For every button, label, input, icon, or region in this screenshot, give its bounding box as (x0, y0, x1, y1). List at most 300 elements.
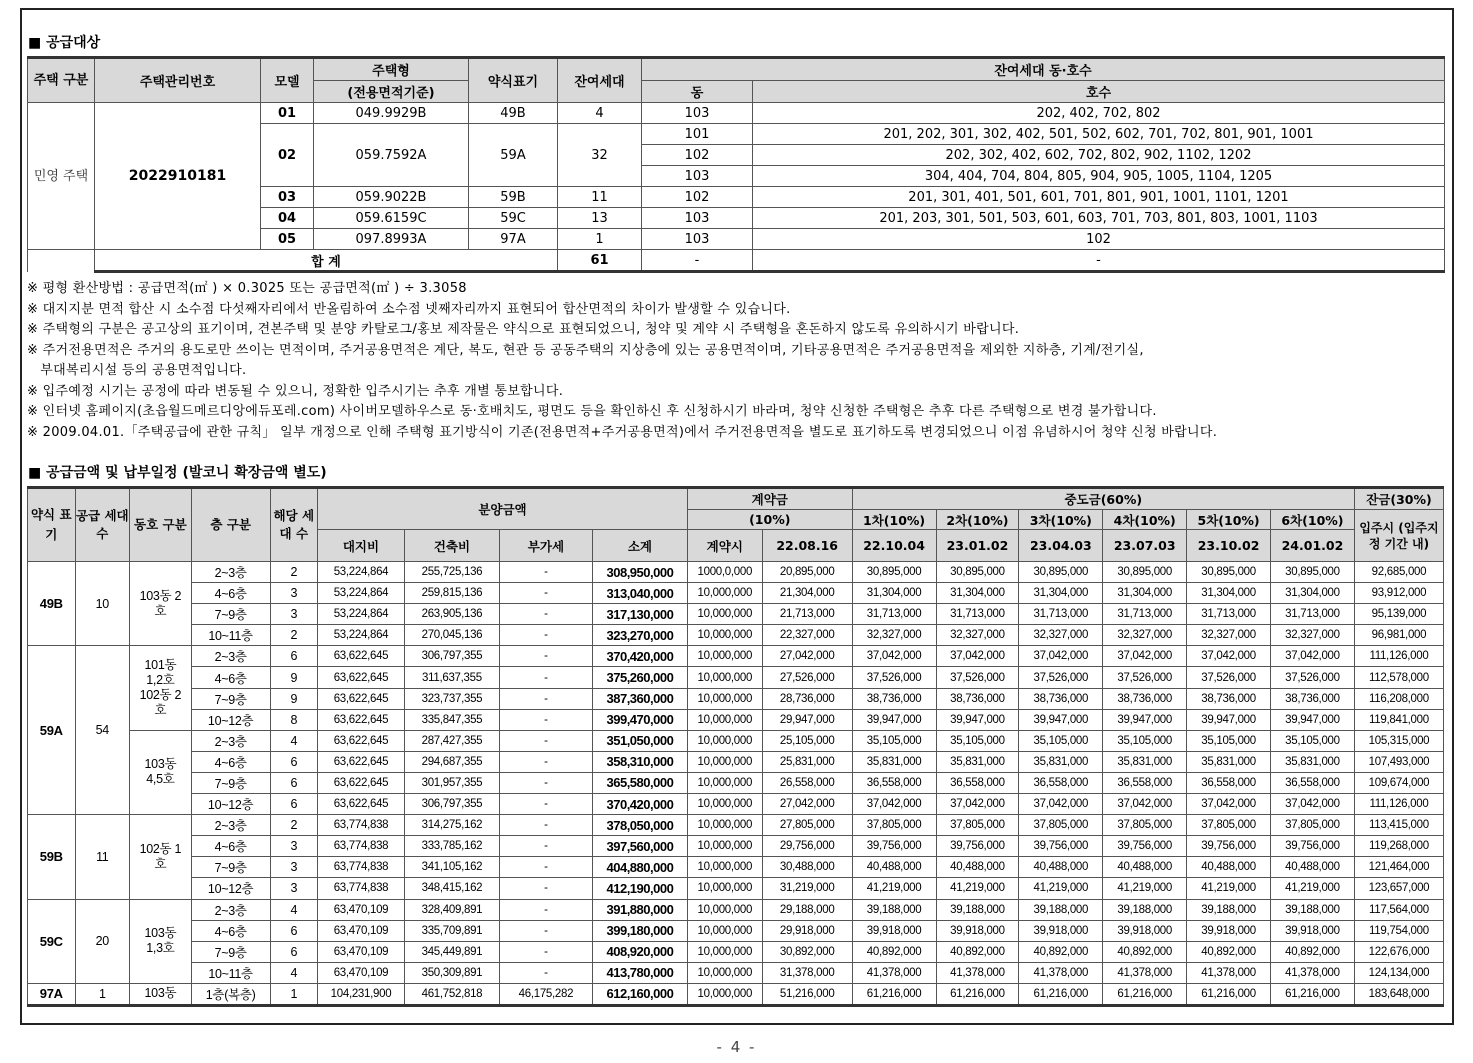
building-cell: 259,815,136 (404, 583, 499, 604)
deposit-date-cell: 31,378,000 (762, 962, 852, 983)
middle-payment-5-cell: 39,188,000 (1187, 899, 1271, 920)
vat-cell: - (499, 583, 592, 604)
dongho-cell: 103동 4,5호 (130, 730, 192, 814)
deposit-contract-cell: 10,000,000 (687, 857, 762, 878)
header-sale-price: 분양금액 (318, 488, 688, 530)
middle-payment-3-cell: 32,327,000 (1019, 625, 1103, 646)
floor-cell: 10~11층 (191, 962, 270, 983)
header-balance: 잔금(30%) (1354, 488, 1443, 510)
header-dong: 동 (642, 81, 753, 103)
deposit-contract-cell: 10,000,000 (687, 836, 762, 857)
middle-payment-1-cell: 36,558,000 (852, 772, 936, 793)
remain-cell: 4 (558, 103, 642, 124)
land-cell: 63,622,645 (318, 667, 405, 688)
header-house-area-sub: (전용면적기준) (314, 81, 469, 103)
deposit-date-cell: 30,892,000 (762, 941, 852, 962)
middle-payment-5-cell: 31,304,000 (1187, 583, 1271, 604)
subtotal-cell: 313,040,000 (592, 583, 687, 604)
middle-payment-2-cell: 40,892,000 (936, 941, 1019, 962)
header-vat: 부가세 (499, 530, 592, 562)
middle-payment-2-cell: 61,216,000 (936, 983, 1019, 1005)
dongho-cell: 103동 2호 (130, 562, 192, 646)
deposit-contract-cell: 10,000,000 (687, 772, 762, 793)
middle-payment-1-cell: 30,895,000 (852, 562, 936, 583)
middle-payment-3-cell: 39,918,000 (1019, 920, 1103, 941)
header-d2: 23.01.02 (936, 530, 1019, 562)
middle-payment-3-cell: 41,219,000 (1019, 878, 1103, 899)
floor-cell: 2~3층 (191, 899, 270, 920)
building-cell: 333,785,162 (404, 836, 499, 857)
type-cell: 59B (28, 815, 76, 899)
vat-cell: - (499, 920, 592, 941)
middle-payment-5-cell: 32,327,000 (1187, 625, 1271, 646)
subtotal-cell: 308,950,000 (592, 562, 687, 583)
header-building: 건축비 (404, 530, 499, 562)
middle-payment-4-cell: 31,304,000 (1103, 583, 1187, 604)
building-cell: 335,709,891 (404, 920, 499, 941)
floor-cell: 10~12층 (191, 794, 270, 815)
building-cell: 314,275,162 (404, 815, 499, 836)
total-ho: - (753, 250, 1445, 272)
middle-payment-3-cell: 41,378,000 (1019, 962, 1103, 983)
middle-payment-2-cell: 39,188,000 (936, 899, 1019, 920)
land-cell: 63,774,838 (318, 878, 405, 899)
header-m5: 5차(10%) (1187, 510, 1271, 530)
vat-cell: - (499, 815, 592, 836)
building-cell: 263,905,136 (404, 604, 499, 625)
vat-cell: - (499, 751, 592, 772)
balance-cell: 105,315,000 (1354, 730, 1443, 751)
building-cell: 348,415,162 (404, 878, 499, 899)
middle-payment-2-cell: 37,805,000 (936, 815, 1019, 836)
header-land: 대지비 (318, 530, 405, 562)
building-cell: 270,045,136 (404, 625, 499, 646)
middle-payment-5-cell: 37,042,000 (1187, 794, 1271, 815)
deposit-date-cell: 29,947,000 (762, 709, 852, 730)
balance-cell: 119,841,000 (1354, 709, 1443, 730)
floor-cell: 7~9층 (191, 772, 270, 793)
balance-cell: 116,208,000 (1354, 688, 1443, 709)
table-row (28, 604, 1444, 625)
building-cell: 345,449,891 (404, 941, 499, 962)
subtotal-cell: 370,420,000 (592, 794, 687, 815)
subtotal-cell: 351,050,000 (592, 730, 687, 751)
middle-payment-5-cell: 61,216,000 (1187, 983, 1271, 1005)
page-number: - 4 - (716, 1038, 757, 1056)
table-row (28, 688, 1444, 709)
area-cell: 059.9022B (314, 187, 469, 208)
ho-cell: 202, 302, 402, 602, 702, 802, 902, 1102, 1202 (753, 145, 1445, 166)
short-cell: 97A (469, 229, 558, 250)
short-cell: 59C (469, 208, 558, 229)
middle-payment-3-cell: 37,526,000 (1019, 667, 1103, 688)
header-d3: 23.04.03 (1019, 530, 1103, 562)
deposit-date-cell: 30,488,000 (762, 857, 852, 878)
header-house-type: 주택 구분 (28, 58, 95, 103)
middle-payment-1-cell: 35,831,000 (852, 751, 936, 772)
middle-payment-4-cell: 36,558,000 (1103, 772, 1187, 793)
middle-payment-2-cell: 35,105,000 (936, 730, 1019, 751)
middle-payment-4-cell: 39,918,000 (1103, 920, 1187, 941)
middle-payment-4-cell: 61,216,000 (1103, 983, 1187, 1005)
middle-payment-5-cell: 39,947,000 (1187, 709, 1271, 730)
land-cell: 63,470,109 (318, 941, 405, 962)
dong-cell: 102 (642, 187, 753, 208)
units-cell: 6 (270, 751, 318, 772)
deposit-date-cell: 28,736,000 (762, 688, 852, 709)
units-cell: 2 (270, 625, 318, 646)
units-cell: 4 (270, 962, 318, 983)
middle-payment-6-cell: 40,892,000 (1271, 941, 1355, 962)
deposit-contract-cell: 10,000,000 (687, 667, 762, 688)
building-cell: 335,847,355 (404, 709, 499, 730)
vat-cell: - (499, 899, 592, 920)
middle-payment-4-cell: 39,756,000 (1103, 836, 1187, 857)
type-cell: 59C (28, 899, 76, 983)
deposit-date-cell: 27,805,000 (762, 815, 852, 836)
deposit-date-cell: 21,304,000 (762, 583, 852, 604)
dong-cell: 103 (642, 229, 753, 250)
header-model: 모델 (261, 58, 314, 103)
middle-payment-6-cell: 39,188,000 (1271, 899, 1355, 920)
deposit-contract-cell: 10,000,000 (687, 709, 762, 730)
deposit-date-cell: 31,219,000 (762, 878, 852, 899)
area-cell: 097.8993A (314, 229, 469, 250)
area-cell: 049.9929B (314, 103, 469, 124)
note-line: ※ 대지지분 면적 합산 시 소수점 다섯째자리에서 반올림하여 소수점 넷째자리까지 표현되어 합산면적의 차이가 발생할 수 있습니다. (27, 301, 791, 317)
vat-cell: - (499, 688, 592, 709)
deposit-contract-cell: 10,000,000 (687, 815, 762, 836)
note-line: ※ 입주예정 시기는 공정에 따라 변동될 수 있으니, 정확한 입주시기는 추후 개별 통보합니다. (27, 383, 564, 399)
supply-units-cell: 10 (75, 562, 130, 646)
area-cell: 059.6159C (314, 208, 469, 229)
total-label: 합 계 (95, 250, 558, 272)
middle-payment-3-cell: 37,805,000 (1019, 815, 1103, 836)
middle-payment-2-cell: 32,327,000 (936, 625, 1019, 646)
middle-payment-1-cell: 40,488,000 (852, 857, 936, 878)
land-cell: 63,622,645 (318, 646, 405, 667)
floor-cell: 10~12층 (191, 709, 270, 730)
model-cell: 02 (261, 124, 314, 187)
header-middle: 중도금(60%) (852, 488, 1354, 510)
ho-cell: 201, 301, 401, 501, 601, 701, 801, 901, 1001, 1101, 1201 (753, 187, 1445, 208)
middle-payment-6-cell: 31,713,000 (1271, 604, 1355, 625)
middle-payment-2-cell: 36,558,000 (936, 772, 1019, 793)
middle-payment-5-cell: 40,488,000 (1187, 857, 1271, 878)
middle-payment-1-cell: 37,805,000 (852, 815, 936, 836)
deposit-date-cell: 51,216,000 (762, 983, 852, 1005)
land-cell: 63,470,109 (318, 899, 405, 920)
middle-payment-3-cell: 37,042,000 (1019, 794, 1103, 815)
price-section-title: ■ 공급금액 및 납부일정 (발코니 확장금액 별도) (28, 465, 327, 481)
deposit-date-cell: 27,042,000 (762, 646, 852, 667)
middle-payment-5-cell: 41,378,000 (1187, 962, 1271, 983)
table-row (28, 709, 1444, 730)
model-cell: 05 (261, 229, 314, 250)
balance-cell: 111,126,000 (1354, 794, 1443, 815)
deposit-date-cell: 27,526,000 (762, 667, 852, 688)
total-dong: - (642, 250, 753, 272)
floor-cell: 7~9층 (191, 857, 270, 878)
deposit-date-cell: 29,756,000 (762, 836, 852, 857)
floor-cell: 4~6층 (191, 583, 270, 604)
header-deposit-pct: (10%) (687, 510, 852, 530)
land-cell: 63,622,645 (318, 772, 405, 793)
land-cell: 63,774,838 (318, 815, 405, 836)
land-cell: 63,774,838 (318, 857, 405, 878)
dongho-cell: 103동 1,3호 (130, 899, 192, 983)
deposit-contract-cell: 10,000,000 (687, 899, 762, 920)
land-cell: 53,224,864 (318, 583, 405, 604)
table-row (28, 920, 1444, 941)
table-row (28, 983, 1444, 1005)
dongho-cell: 102동 1호 (130, 815, 192, 899)
vat-cell: 46,175,282 (499, 983, 592, 1005)
header-d6: 24.01.02 (1271, 530, 1355, 562)
middle-payment-6-cell: 61,216,000 (1271, 983, 1355, 1005)
ho-cell: 202, 402, 702, 802 (753, 103, 1445, 124)
note-line: ※ 평형 환산방법 : 공급면적(㎡ ) × 0.3025 또는 공급면적(㎡ ) ÷ 3.3058 (27, 281, 467, 296)
middle-payment-6-cell: 38,736,000 (1271, 688, 1355, 709)
deposit-date-cell: 21,713,000 (762, 604, 852, 625)
table-row (28, 941, 1444, 962)
middle-payment-6-cell: 39,947,000 (1271, 709, 1355, 730)
middle-payment-1-cell: 37,042,000 (852, 646, 936, 667)
units-cell: 3 (270, 878, 318, 899)
subtotal-cell: 404,880,000 (592, 857, 687, 878)
units-cell: 3 (270, 583, 318, 604)
middle-payment-3-cell: 40,892,000 (1019, 941, 1103, 962)
middle-payment-2-cell: 31,304,000 (936, 583, 1019, 604)
type-cell: 59A (28, 646, 76, 815)
vat-cell: - (499, 709, 592, 730)
middle-payment-3-cell: 37,042,000 (1019, 646, 1103, 667)
deposit-date-cell: 25,105,000 (762, 730, 852, 751)
type-cell: 97A (28, 983, 76, 1005)
units-cell: 8 (270, 709, 318, 730)
middle-payment-4-cell: 38,736,000 (1103, 688, 1187, 709)
balance-cell: 121,464,000 (1354, 857, 1443, 878)
deposit-contract-cell: 10,000,000 (687, 625, 762, 646)
dong-cell: 101 (642, 124, 753, 145)
building-cell: 341,105,162 (404, 857, 499, 878)
middle-payment-5-cell: 38,736,000 (1187, 688, 1271, 709)
middle-payment-6-cell: 37,042,000 (1271, 646, 1355, 667)
model-cell: 01 (261, 103, 314, 124)
header-m6: 6차(10%) (1271, 510, 1355, 530)
deposit-contract-cell: 10,000,000 (687, 878, 762, 899)
deposit-date-cell: 27,042,000 (762, 794, 852, 815)
middle-payment-3-cell: 38,736,000 (1019, 688, 1103, 709)
vat-cell: - (499, 836, 592, 857)
vat-cell: - (499, 667, 592, 688)
middle-payment-6-cell: 37,526,000 (1271, 667, 1355, 688)
deposit-date-cell: 26,558,000 (762, 772, 852, 793)
units-cell: 9 (270, 688, 318, 709)
dongho-cell: 103동 (130, 983, 192, 1005)
vat-cell: - (499, 646, 592, 667)
header-deposit-at-contract: 계약시 (687, 530, 762, 562)
middle-payment-2-cell: 30,895,000 (936, 562, 1019, 583)
middle-payment-6-cell: 37,805,000 (1271, 815, 1355, 836)
deposit-contract-cell: 10,000,000 (687, 962, 762, 983)
balance-cell: 117,564,000 (1354, 899, 1443, 920)
remain-cell: 1 (558, 229, 642, 250)
table-row (28, 878, 1444, 899)
table-row (28, 730, 1444, 751)
middle-payment-5-cell: 40,892,000 (1187, 941, 1271, 962)
supply-section-title: ■ 공급대상 (28, 35, 101, 51)
middle-payment-4-cell: 31,713,000 (1103, 604, 1187, 625)
balance-cell: 109,674,000 (1354, 772, 1443, 793)
land-cell: 53,224,864 (318, 625, 405, 646)
vat-cell: - (499, 878, 592, 899)
vat-cell: - (499, 772, 592, 793)
subtotal-cell: 378,050,000 (592, 815, 687, 836)
table-row (28, 667, 1444, 688)
price-schedule-table (27, 486, 1444, 1007)
floor-cell: 1층(복층) (191, 983, 270, 1005)
floor-cell: 2~3층 (191, 730, 270, 751)
middle-payment-3-cell: 30,895,000 (1019, 562, 1103, 583)
land-cell: 63,470,109 (318, 962, 405, 983)
middle-payment-1-cell: 38,736,000 (852, 688, 936, 709)
middle-payment-2-cell: 31,713,000 (936, 604, 1019, 625)
deposit-contract-cell: 10,000,000 (687, 730, 762, 751)
table-row (28, 646, 1444, 667)
middle-payment-4-cell: 37,042,000 (1103, 794, 1187, 815)
deposit-contract-cell: 10,000,000 (687, 941, 762, 962)
deposit-contract-cell: 10,000,000 (687, 983, 762, 1005)
middle-payment-6-cell: 31,304,000 (1271, 583, 1355, 604)
middle-payment-2-cell: 41,378,000 (936, 962, 1019, 983)
area-cell: 059.7592A (314, 124, 469, 187)
balance-cell: 124,134,000 (1354, 962, 1443, 983)
middle-payment-4-cell: 41,219,000 (1103, 878, 1187, 899)
middle-payment-2-cell: 41,219,000 (936, 878, 1019, 899)
header-deposit: 계약금 (687, 488, 852, 510)
header-ho: 호수 (753, 81, 1445, 103)
deposit-date-cell: 25,831,000 (762, 751, 852, 772)
middle-payment-4-cell: 35,105,000 (1103, 730, 1187, 751)
middle-payment-3-cell: 35,105,000 (1019, 730, 1103, 751)
table-row (28, 794, 1444, 815)
building-cell: 323,737,355 (404, 688, 499, 709)
balance-cell: 96,981,000 (1354, 625, 1443, 646)
middle-payment-3-cell: 40,488,000 (1019, 857, 1103, 878)
vat-cell: - (499, 625, 592, 646)
type-cell: 49B (28, 562, 76, 646)
building-cell: 328,409,891 (404, 899, 499, 920)
deposit-contract-cell: 10,000,000 (687, 751, 762, 772)
deposit-date-cell: 29,918,000 (762, 920, 852, 941)
subtotal-cell: 399,180,000 (592, 920, 687, 941)
balance-cell: 111,126,000 (1354, 646, 1443, 667)
notes-block (27, 279, 1447, 443)
middle-payment-4-cell: 37,042,000 (1103, 646, 1187, 667)
units-cell: 6 (270, 772, 318, 793)
middle-payment-6-cell: 36,558,000 (1271, 772, 1355, 793)
middle-payment-1-cell: 31,304,000 (852, 583, 936, 604)
deposit-contract-cell: 10,000,000 (687, 646, 762, 667)
balance-cell: 92,685,000 (1354, 562, 1443, 583)
note-line: ※ 인터넷 홈페이지(초읍월드메르디앙에듀포레.com) 사이버모델하우스로 동·호배치도, 평면도 등을 확인하신 후 신청하시기 바라며, 청약 신청한 주택형은 추후 다른 주택형으로 변경 불가합니다. (27, 404, 1157, 419)
floor-cell: 10~12층 (191, 878, 270, 899)
units-cell: 2 (270, 562, 318, 583)
remain-cell: 11 (558, 187, 642, 208)
middle-payment-5-cell: 37,526,000 (1187, 667, 1271, 688)
header-short: 약식 표기 (28, 488, 76, 562)
balance-cell: 113,415,000 (1354, 815, 1443, 836)
middle-payment-1-cell: 39,188,000 (852, 899, 936, 920)
subtotal-cell: 323,270,000 (592, 625, 687, 646)
middle-payment-5-cell: 30,895,000 (1187, 562, 1271, 583)
table-row (28, 899, 1444, 920)
note-line: ※ 주거전용면적은 주거의 용도로만 쓰이는 면적이며, 주거공용면적은 계단, 복도, 현관 등 공동주택의 지상층에 있는 공용면적이며, 기타공용면적은 주거공용면적을 제외한 지하층, 기계/전기실, (27, 342, 1144, 358)
header-m1: 1차(10%) (852, 510, 936, 530)
table-row (28, 751, 1444, 772)
middle-payment-6-cell: 40,488,000 (1271, 857, 1355, 878)
middle-payment-4-cell: 39,188,000 (1103, 899, 1187, 920)
land-cell: 104,231,900 (318, 983, 405, 1005)
middle-payment-2-cell: 37,042,000 (936, 794, 1019, 815)
subtotal-cell: 397,560,000 (592, 836, 687, 857)
middle-payment-1-cell: 39,918,000 (852, 920, 936, 941)
floor-cell: 4~6층 (191, 751, 270, 772)
land-cell: 63,622,645 (318, 751, 405, 772)
middle-payment-2-cell: 39,756,000 (936, 836, 1019, 857)
supply-units-cell: 1 (75, 983, 130, 1005)
vat-cell: - (499, 730, 592, 751)
middle-payment-5-cell: 35,105,000 (1187, 730, 1271, 751)
units-cell: 6 (270, 794, 318, 815)
balance-cell: 119,268,000 (1354, 836, 1443, 857)
deposit-contract-cell: 1000,0,000 (687, 562, 762, 583)
units-cell: 4 (270, 899, 318, 920)
middle-payment-2-cell: 39,947,000 (936, 709, 1019, 730)
middle-payment-1-cell: 32,327,000 (852, 625, 936, 646)
vat-cell: - (499, 941, 592, 962)
remain-cell: 32 (558, 124, 642, 187)
total-blank (28, 250, 95, 272)
units-cell: 6 (270, 920, 318, 941)
subtotal-cell: 358,310,000 (592, 751, 687, 772)
header-m4: 4차(10%) (1103, 510, 1187, 530)
middle-payment-4-cell: 37,805,000 (1103, 815, 1187, 836)
vat-cell: - (499, 794, 592, 815)
header-deposit-date: 22.08.16 (762, 530, 852, 562)
middle-payment-6-cell: 37,042,000 (1271, 794, 1355, 815)
header-m2: 2차(10%) (936, 510, 1019, 530)
model-cell: 03 (261, 187, 314, 208)
middle-payment-3-cell: 39,947,000 (1019, 709, 1103, 730)
header-m3: 3차(10%) (1019, 510, 1103, 530)
supply-units-cell: 54 (75, 646, 130, 815)
floor-cell: 4~6층 (191, 836, 270, 857)
middle-payment-4-cell: 30,895,000 (1103, 562, 1187, 583)
middle-payment-2-cell: 37,042,000 (936, 646, 1019, 667)
balance-cell: 107,493,000 (1354, 751, 1443, 772)
deposit-date-cell: 20,895,000 (762, 562, 852, 583)
middle-payment-4-cell: 32,327,000 (1103, 625, 1187, 646)
vat-cell: - (499, 604, 592, 625)
table-row (28, 836, 1444, 857)
supply-target-table (27, 56, 1445, 273)
balance-cell: 93,912,000 (1354, 583, 1443, 604)
subtotal-cell: 612,160,000 (592, 983, 687, 1005)
note-line: ※ 주택형의 구분은 공고상의 표기이며, 견본주택 및 분양 카탈로그/홍보 제작물은 약식으로 표현되었으니, 청약 및 계약 시 주택형을 혼돈하지 않도록 유의하시기 바랍니다. (27, 322, 1020, 337)
balance-cell: 122,676,000 (1354, 941, 1443, 962)
